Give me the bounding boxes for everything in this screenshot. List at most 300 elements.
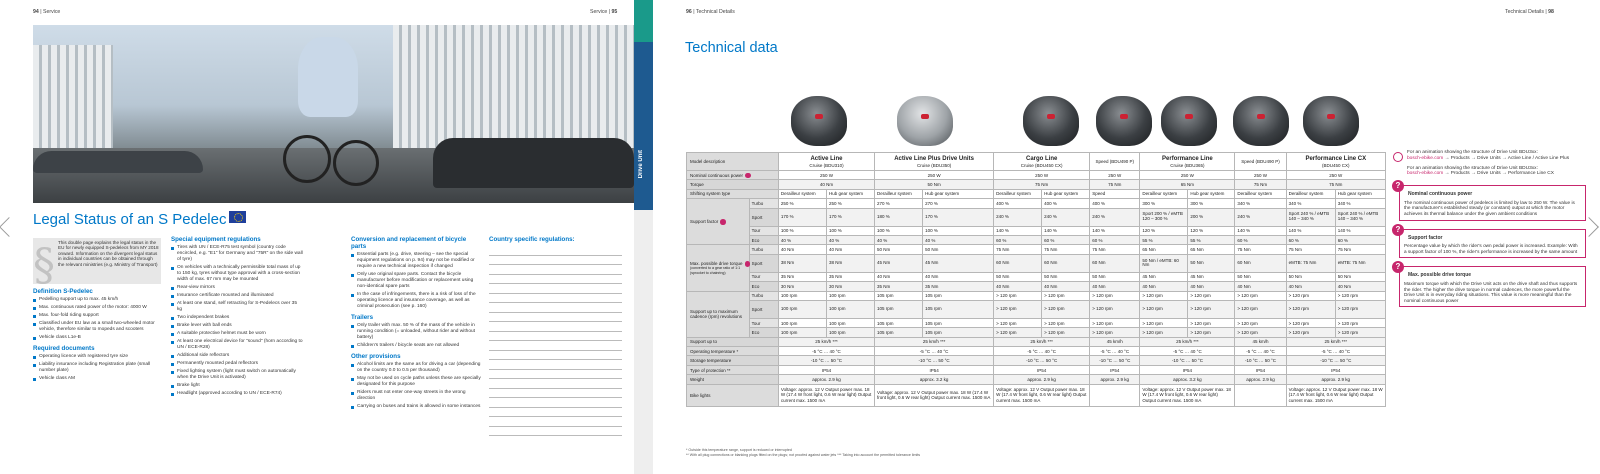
table-cell: 50 Nm [1286, 272, 1335, 281]
table-row [687, 347, 1386, 356]
table-row [687, 318, 1386, 327]
question-icon: ? [1392, 261, 1404, 273]
table-cell: 40 Nm [994, 282, 1042, 291]
table-cell: 105 rpm [875, 291, 923, 300]
table-cell: > 120 rpm [1235, 300, 1286, 318]
table-cell: Voltage: approx. 12 V Output power max. 18 W (17.4 W front light, 0.6 W rear light) Output current max. 1500 mA [875, 384, 994, 406]
level-label: Eco [749, 235, 778, 244]
table-cell: > 120 rpm [1286, 318, 1335, 327]
level-label: Eco [749, 328, 778, 337]
list-item: In the case of infringements, there is a risk of loss of the operating licence and insurance coverage, as well as criminal prosecution (see p. 160) [351, 292, 483, 310]
table-cell: 250 W [875, 171, 994, 180]
table-cell: approx. 2.9 kg [994, 375, 1090, 384]
table-cell: 340 % [1286, 199, 1335, 208]
line-model: (BDU450 CX) [1322, 162, 1350, 168]
page-title: Technical data [685, 40, 778, 56]
table-cell: 40 Nm [1188, 282, 1235, 291]
column-equipment [171, 236, 303, 399]
table-cell: > 120 rpm [1235, 328, 1286, 337]
table-cell: Hub gear system [1188, 189, 1235, 198]
list-item: Fixed lighting system (light must switch on automatically when the Drive Unit is activated) [171, 369, 303, 381]
table-cell: 40 Nm [1140, 282, 1188, 291]
table-cell: 400 % [1090, 199, 1140, 208]
table-cell: > 120 rpm [1188, 300, 1235, 318]
table-cell: 140 % [1042, 226, 1090, 235]
drive-unit-image [897, 96, 953, 146]
table-cell: 35 Nm [923, 282, 994, 291]
table-cell: Voltage: approx. 12 V Output power max. 18 W (17.4 W front light, 0.6 W rear light) Output current max. 1500 mA [778, 384, 874, 406]
table-cell: > 120 rpm [1335, 300, 1385, 318]
table-cell: -5 °C … 40 °C [875, 347, 994, 356]
table-cell: 105 rpm [875, 300, 923, 318]
table-cell: 140 % [1335, 226, 1385, 235]
list-item: Pedelling support up to max. 45 km/h [33, 297, 163, 303]
table-cell: eMTB: 75 Nm [1286, 254, 1335, 272]
table-cell: 40 % [778, 235, 826, 244]
table-cell: -5 °C … 40 °C [1140, 347, 1235, 356]
table-cell: 250 W [778, 171, 874, 180]
table-cell: 60 % [1090, 235, 1140, 244]
table-cell: 75 Nm [994, 245, 1042, 254]
table-cell: 75 Nm [1090, 180, 1140, 189]
table-cell: 60 Nm [1090, 254, 1140, 272]
table-cell: 40 % [923, 235, 994, 244]
list-item: Permanently mounted pedal reflectors [171, 361, 303, 367]
line-name: Cargo Line [1026, 155, 1058, 162]
table-cell: 170 % [778, 208, 826, 226]
table-cell: > 120 rpm [1286, 300, 1335, 318]
table-row [687, 282, 1386, 291]
table-cell: 60 % [1286, 235, 1335, 244]
table-cell: -10 °C … 50 °C [994, 356, 1090, 365]
page-header-right: Technical Details | 98 [1505, 9, 1554, 15]
list-item: Brake lever with ball ends [171, 323, 303, 329]
table-cell: 120 % [1188, 226, 1235, 235]
line-name: Active Line [810, 155, 843, 162]
table-cell: > 120 rpm [1140, 291, 1188, 300]
row-label: Max. possible drive torque (converted to a gear ratio of 1:1 (sprocket to chainring) [687, 245, 750, 291]
table-cell: > 120 rpm [1140, 328, 1188, 337]
right-page [653, 0, 1600, 474]
table-row [687, 180, 1386, 189]
table-cell: > 120 rpm [1140, 300, 1188, 318]
table-cell: 55 % [1140, 235, 1188, 244]
table-row [687, 384, 1386, 406]
level-label: Tour [749, 272, 778, 281]
section-sign-icon: § [33, 240, 55, 291]
list-item: At least one stand, self retracting for S-Pedelecs over 35 kg [171, 301, 303, 313]
row-label: Bike lights [687, 384, 779, 406]
table-cell: eMTB: 75 Nm [1335, 254, 1385, 272]
table-cell: > 120 rpm [1188, 328, 1235, 337]
bullet-list [33, 297, 163, 341]
table-cell: > 120 rpm [1090, 318, 1140, 327]
list-item: May not be used on cycle paths unless these are specially designated for this purpose [351, 376, 483, 388]
header-product-line [1286, 153, 1385, 171]
table-cell: > 120 rpm [1188, 291, 1235, 300]
heading-other: Other provisions [351, 353, 401, 360]
table-cell: -5 °C … 40 °C [1286, 347, 1385, 356]
table-cell: 40 Nm [923, 272, 994, 281]
table-cell: 35 Nm [875, 282, 923, 291]
table-cell: 170 % [826, 208, 874, 226]
table-cell: -10 °C … 50 °C [1286, 356, 1385, 365]
table-cell: -5 °C … 40 °C [1235, 347, 1286, 356]
table-cell: Derailleur system [778, 189, 826, 198]
table-cell: 140 % [1235, 226, 1286, 235]
table-cell: 75 Nm [1090, 245, 1140, 254]
table-cell: > 120 rpm [1090, 300, 1140, 318]
row-label: Storage temperature [687, 356, 779, 365]
table-cell: 75 Nm [1286, 180, 1385, 189]
table-cell: Hub gear system [923, 189, 994, 198]
table-cell: 300 % [1140, 199, 1188, 208]
list-item: Rear-view mirrors [171, 285, 303, 291]
table-cell: 60 Nm [1235, 254, 1286, 272]
line-model: Cruise (BDU365) [1170, 162, 1205, 168]
table-cell: 55 % [1188, 235, 1235, 244]
footnotes: * Outside this temperature range, support is reduced or interrupted ** With all plug connections or blanking plugs fitted on the plugs; not proofed against water jets *** Taking into account the permitted tolerance limits [686, 448, 921, 457]
table-cell: > 120 rpm [1235, 291, 1286, 300]
table-cell: 140 % [994, 226, 1042, 235]
table-cell: 60 % [994, 235, 1042, 244]
globe-icon [1393, 152, 1403, 162]
table-cell: approx. 2.9 kg [1286, 375, 1385, 384]
table-cell: 50 Nm [994, 272, 1042, 281]
table-cell: > 120 rpm [1286, 291, 1335, 300]
list-item: On vehicles with a technically permissible total mass of up to 150 kg, tyres without type approval with a cross-section width of max. 67 mm may be mounted [171, 265, 303, 283]
table-cell: 45 Nm [923, 254, 994, 272]
list-item: Brake light [171, 383, 303, 389]
table-cell: 250 % [778, 199, 826, 208]
left-page [0, 0, 653, 474]
table-cell: 240 % [1042, 208, 1090, 226]
info-icon[interactable] [720, 219, 726, 225]
bullet-list [171, 245, 303, 397]
row-label: Operating temperature * [687, 347, 779, 356]
table-cell: IP54 [1140, 365, 1235, 374]
table-cell: > 120 rpm [1235, 318, 1286, 327]
row-label: Nominal continuous power [687, 171, 779, 180]
table-row [687, 300, 1386, 318]
table-cell: 60 Nm [1042, 254, 1090, 272]
table-cell: 100 rpm [826, 300, 874, 318]
bosch-link[interactable]: bosch-ebike.com [1407, 171, 1444, 177]
page-header-right: Service | 95 [590, 9, 618, 15]
table-cell: Hub gear system [826, 189, 874, 198]
table-cell: 45 Nm [1188, 272, 1235, 281]
column-country [489, 236, 622, 245]
table-row [687, 356, 1386, 365]
level-label: Turbo [749, 199, 778, 208]
table-cell: 140 % [1286, 226, 1335, 235]
list-item: Vehicle class L1e-B [33, 335, 163, 341]
table-cell: 400 % [1042, 199, 1090, 208]
table-cell: approx. 3.2 kg [875, 375, 994, 384]
table-cell: 105 rpm [923, 291, 994, 300]
table-cell: 40 Nm [778, 180, 874, 189]
table-cell: approx. 2.9 kg [778, 375, 874, 384]
level-label: Tour [749, 226, 778, 235]
list-item: A suitable protective helmet must be worn [171, 331, 303, 337]
heading-equipment: Special equipment regulations [171, 236, 261, 243]
table-cell: 250 W [1286, 171, 1385, 180]
table-cell: 250 % [826, 199, 874, 208]
table-cell: Derailleur system [1235, 189, 1286, 198]
table-cell: > 120 rpm [1042, 318, 1090, 327]
row-label: Weight [687, 375, 779, 384]
line-model: Cruise (BDU310) [809, 162, 844, 168]
table-cell: 240 % [994, 208, 1042, 226]
table-cell: -10 °C … 50 °C [778, 356, 874, 365]
table-cell: > 120 rpm [994, 291, 1042, 300]
heading-documents: Required documents [33, 345, 95, 352]
header-product-line [1235, 153, 1286, 171]
table-cell: 38 Nm [778, 254, 826, 272]
list-item: Additional side reflectors [171, 353, 303, 359]
table-cell: 50 Nm [1090, 272, 1140, 281]
table-cell: 400 % [994, 199, 1042, 208]
table-cell: 250 W [1090, 171, 1140, 180]
list-item: Tires with UN / ECE-R75 test symbol (country code encircled, e.g. "E1" for Germany and "75R" on the side wall of tyre) [171, 245, 303, 263]
table-cell: 40 Nm [1335, 282, 1385, 291]
bullet-list [351, 323, 483, 349]
table-cell: 180 % [875, 208, 923, 226]
level-label: Turbo [749, 291, 778, 300]
table-cell: 30 Nm [826, 282, 874, 291]
table-cell: 60 Nm [994, 254, 1042, 272]
table-cell: 50 Nm [1235, 272, 1286, 281]
table-cell: 40 Nm [1090, 282, 1140, 291]
table-cell: 240 % [1090, 208, 1140, 226]
table-row [687, 272, 1386, 281]
table-cell: 340 % [1235, 199, 1286, 208]
table-cell: > 120 rpm [1042, 328, 1090, 337]
row-label: Shifting system type [687, 189, 779, 198]
table-cell: 40 Nm [875, 272, 923, 281]
table-cell: 200 % [1188, 208, 1235, 226]
heading-definition: Definition S-Pedelec [33, 288, 93, 295]
prev-page-arrow[interactable] [0, 217, 19, 237]
table-cell: > 120 rpm [1335, 318, 1385, 327]
table-cell [1090, 384, 1140, 406]
table-cell: -5 °C … 40 °C [994, 347, 1090, 356]
heading-conversion: Conversion and replacement of bicycle parts [351, 236, 467, 250]
list-item: Only trailer with max. 50 % of the mass of the vehicle in running condition (= unloaded, without rider and without battery) [351, 323, 483, 341]
table-cell: 250 W [1235, 171, 1286, 180]
table-cell: > 120 rpm [1090, 328, 1140, 337]
line-model: Cruise (BDU450 CX) [1020, 162, 1063, 168]
table-cell: 270 % [923, 199, 994, 208]
level-label: Tour [749, 318, 778, 327]
table-cell: 25 km/h *** [1286, 337, 1385, 346]
table-cell: 65 Nm [1140, 245, 1188, 254]
table-cell: -10 °C … 50 °C [1235, 356, 1286, 365]
table-cell: Derailleur system [1286, 189, 1335, 198]
table-cell: 25 km/h *** [875, 337, 994, 346]
page-title: Legal Status of an S Pedelec [33, 211, 246, 228]
table-cell: approx. 2.9 kg [1235, 375, 1286, 384]
table-cell: IP54 [1235, 365, 1286, 374]
info-box-support: ? Support factor Percentage value by which the rider's own pedal power is increased. Example: With a support factor of 100 %, the rider's performance is increased by the same amount [1399, 229, 1586, 259]
table-cell: 65 Nm [1188, 245, 1235, 254]
table-row [687, 291, 1386, 300]
list-item: Max. four-fold riding support [33, 313, 163, 319]
table-cell: 100 rpm [778, 328, 826, 337]
level-label: Sport [749, 300, 778, 318]
line-name: Performance Line CX [1305, 155, 1367, 162]
list-item: Insurance certificate mounted and illuminated [171, 293, 303, 299]
table-cell: Voltage: approx. 12 V Output power max. 18 W (17.4 W front light, 0.6 W rear light) Output current max. 1500 mA [1286, 384, 1385, 406]
row-label: Support factor [687, 199, 750, 245]
table-cell: 45 km/h [1235, 337, 1286, 346]
table-cell: 100 rpm [826, 328, 874, 337]
table-cell: Derailleur system [1140, 189, 1188, 198]
bullet-list [351, 362, 483, 410]
table-cell: 250 W [1140, 171, 1235, 180]
drive-unit-image [1096, 96, 1152, 146]
line-model: Speed (BDU490 P) [1241, 159, 1280, 164]
list-item: Vehicle class AM [33, 376, 163, 382]
bullet-list [351, 252, 483, 310]
table-cell: 100 rpm [778, 300, 826, 318]
table-cell: Voltage: approx. 12 V Output power max. 18 W (17.4 W front light, 0.6 W rear light) Output current max. 1500 mA [994, 384, 1090, 406]
table-cell: 75 Nm [1286, 245, 1335, 254]
header-product-line [994, 153, 1090, 171]
table-row [687, 226, 1386, 235]
rider-figure [298, 37, 358, 117]
table-row [687, 328, 1386, 337]
table-cell: 60 % [1042, 235, 1090, 244]
info-box-power: ? Nominal continuous power The nominal continuous power of pedelecs is limited by law to 250 W. The value is the manufacturer's established steady (or constant) output at which the motor achieves its thermal balance under the given ambient conditions [1399, 185, 1586, 220]
table-cell: 40 Nm [1042, 282, 1090, 291]
drive-unit-image [791, 96, 847, 146]
table-cell: Derailleur system [875, 189, 923, 198]
line-name: Active Line Plus Drive Units [894, 155, 974, 162]
table-row [687, 375, 1386, 384]
table-cell: 35 Nm [826, 272, 874, 281]
bosch-link[interactable]: bosch-ebike.com [1407, 155, 1444, 161]
table-cell: 75 Nm [1042, 245, 1090, 254]
table-cell: 60 % [1235, 235, 1286, 244]
table-cell: 65 Nm [1140, 180, 1235, 189]
table-cell: 50 Nm [875, 180, 994, 189]
list-item: Essential parts (e.g. drive, steering – see the special equipment regulations on p. 94) may not be modified or require a new technical inspection if changed [351, 252, 483, 270]
list-item: Children's trailers / bicycle seats are not allowed [351, 343, 483, 349]
table-cell: > 120 rpm [994, 328, 1042, 337]
table-cell: 340 % [1335, 199, 1385, 208]
table-cell: Voltage: approx. 12 V Output power max. 18 W (17.4 W front light, 0.6 W rear light) Output current max. 1500 mA [1140, 384, 1235, 406]
table-cell: Hub gear system [1335, 189, 1385, 198]
table-cell: > 120 rpm [1335, 291, 1385, 300]
question-icon: ? [1392, 180, 1404, 192]
table-cell: 50 Nm [1335, 272, 1385, 281]
table-cell: 25 km/h *** [778, 337, 874, 346]
table-cell: > 120 rpm [1188, 318, 1235, 327]
table-cell: 120 % [1140, 226, 1188, 235]
table-cell: 45 Nm [875, 254, 923, 272]
table-cell: 45 Nm [1140, 272, 1188, 281]
header-product-line [778, 153, 874, 171]
info-icon[interactable] [745, 261, 750, 267]
table-row [687, 199, 1386, 208]
page-header-left: 94 | Service [33, 9, 61, 15]
table-cell: > 120 rpm [1042, 291, 1090, 300]
table-cell: 45 km/h [1090, 337, 1140, 346]
table-cell: 50 Nm [1042, 272, 1090, 281]
bullet-list [33, 354, 163, 382]
section-tab [634, 0, 653, 474]
table-cell: > 120 rpm [1090, 291, 1140, 300]
table-cell: 35 Nm [778, 272, 826, 281]
table-row [687, 153, 1386, 171]
table-cell: 75 Nm [1235, 245, 1286, 254]
row-label: Type of protection ** [687, 365, 779, 374]
list-item: Classified under EU law as a small two-wheeled motor vehicle, therefore similar to mopeds and scooters [33, 321, 163, 333]
animation-note: For an animation showing the structure of Drive Unit BDU3xx: bosch-ebike.com → Products → Drive Units → Performance Line CX [1407, 165, 1554, 177]
table-cell: 50 Nm [923, 245, 994, 254]
table-cell: 40 % [826, 235, 874, 244]
table-cell: 100 % [875, 226, 923, 235]
drive-unit-image [1161, 96, 1217, 146]
table-cell: 50 Nm [875, 245, 923, 254]
table-cell: 50 Nm / eMTB: 60 Nm [1140, 254, 1188, 272]
table-cell: > 120 rpm [1286, 328, 1335, 337]
table-cell: 100 rpm [778, 291, 826, 300]
header-model-description: Model description [687, 153, 779, 171]
table-cell: 105 rpm [923, 318, 994, 327]
line-name: Performance Line [1162, 155, 1213, 162]
animation-note: For an animation showing the structure of Drive Unit BDU3xx: bosch-ebike.com → Products → Drive Units → Active Line / Active Line Plus [1391, 150, 1586, 162]
cyclist-photo [33, 25, 634, 203]
table-cell: IP54 [875, 365, 994, 374]
drive-unit-image [1233, 96, 1289, 146]
table-cell: Sport 240 % / eMTB 140 – 340 % [1286, 208, 1335, 226]
level-label: Sport [749, 208, 778, 226]
table-row [687, 171, 1386, 180]
table-cell: 50 Nm [1188, 254, 1235, 272]
table-cell: -10 °C … 50 °C [1140, 356, 1235, 365]
level-label: Sport [749, 254, 778, 272]
table-cell: 38 Nm [826, 254, 874, 272]
table-cell: 75 Nm [994, 180, 1090, 189]
info-icon[interactable] [745, 173, 751, 179]
line-model: Speed (BDU490 P) [1095, 159, 1135, 164]
eu-flag-icon [229, 211, 246, 223]
heading-country: Country specific regulations: [489, 236, 575, 243]
table-cell: > 120 rpm [994, 318, 1042, 327]
table-cell: 100 rpm [826, 291, 874, 300]
question-icon: ? [1392, 224, 1404, 236]
table-cell: 100 % [778, 226, 826, 235]
table-cell: Derailleur system [994, 189, 1042, 198]
technical-data-table [686, 152, 1386, 407]
table-cell: > 120 rpm [1042, 300, 1090, 318]
table-cell: -10 °C … 50 °C [1090, 356, 1140, 365]
table-cell: 140 % [1090, 226, 1140, 235]
table-cell: 100 % [923, 226, 994, 235]
column-definition [33, 288, 163, 384]
intro-text: This double page explains the legal status in the EU for newly equipped S-pedelecs from MY 2018 onward. Information on the divergent legal status in individual countries can be obtained through the relevant ministries (e.g. Ministry of Transport) [58, 240, 159, 267]
list-item: Max. continuous rated power of the motor: 4000 W [33, 305, 163, 311]
table-cell: 40 Nm [826, 245, 874, 254]
table-cell: 105 rpm [923, 328, 994, 337]
table-cell: > 120 rpm [1335, 328, 1385, 337]
section-tab-label: Drive Unit [638, 150, 644, 179]
list-item: Liability insurance including Registration plate (small number plate) [33, 362, 163, 374]
table-cell: 240 % [1235, 208, 1286, 226]
list-item: Two independent brakes [171, 315, 303, 321]
